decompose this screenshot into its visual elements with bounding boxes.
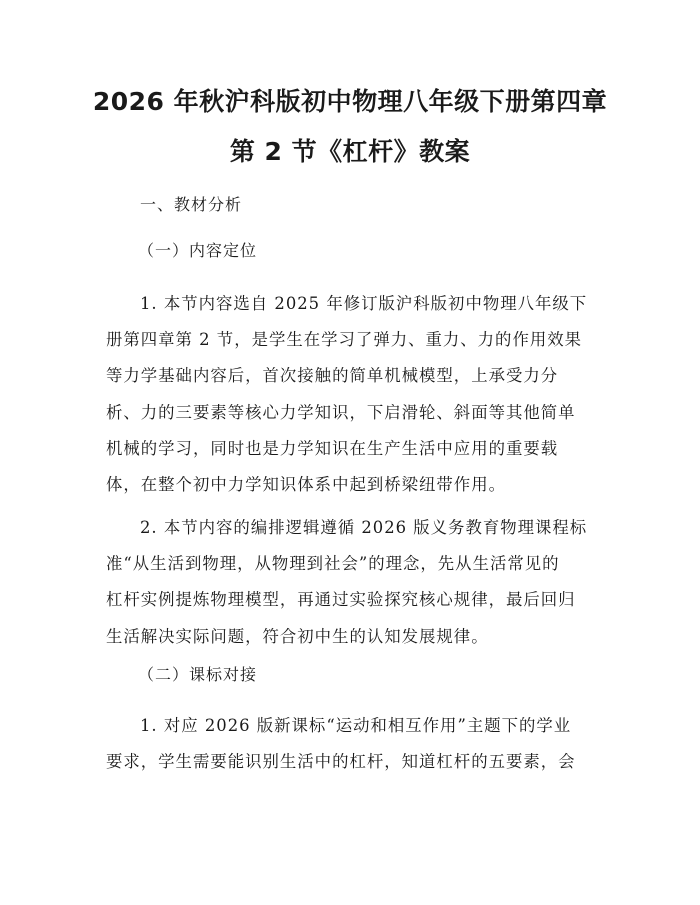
document-title-line-1: 2026 年秋沪科版初中物理八年级下册第四章 <box>92 87 608 116</box>
paragraph-line: 生活解决实际问题，符合初中生的认知发展规律。 <box>106 626 489 646</box>
paragraph-line: 析、力的三要素等核心力学知识，下启滑轮、斜面等其他简单 <box>106 402 576 422</box>
paragraph-line: 2. 本节内容的编排逻辑遵循 2026 版义务教育物理课程标 <box>140 518 588 537</box>
paragraph-line: 1. 本节内容选自 2025 年修订版沪科版初中物理八年级下 <box>140 294 588 313</box>
paragraph-line: 机械的学习，同时也是力学知识在生产生活中应用的重要载 <box>106 438 559 458</box>
paragraph-curriculum-standards-1 <box>106 708 602 780</box>
subsection-heading-curriculum-standards: （二）课标对接 <box>138 665 258 684</box>
subsection-heading-content-positioning: （一）内容定位 <box>138 241 258 260</box>
section-heading: 一、教材分析 <box>140 195 243 214</box>
paragraph-line: 1. 对应 2026 版新课标“运动和相互作用”主题下的学业 <box>140 716 572 735</box>
paragraph-line: 体，在整个初中力学知识体系中起到桥梁纽带作用。 <box>106 475 506 495</box>
paragraph-content-positioning-1 <box>106 286 602 503</box>
document-title-line-2: 第 2 节《杠杆》教案 <box>229 137 471 166</box>
paragraph-content-positioning-2 <box>106 510 602 655</box>
paragraph-line: 准“从生活到物理，从物理到社会”的理念，先从生活常见的 <box>106 554 560 574</box>
paragraph-line: 要求，学生需要能识别生活中的杠杆，知道杠杆的五要素，会 <box>106 752 576 772</box>
paragraph-line: 杠杆实例提炼物理模型，再通过实验探究核心规律，最后回归 <box>106 590 576 610</box>
paragraph-line: 等力学基础内容后，首次接触的简单机械模型，上承受力分 <box>106 366 559 386</box>
paragraph-line: 册第四章第 2 节，是学生在学习了弹力、重力、力的作用效果 <box>106 330 583 350</box>
